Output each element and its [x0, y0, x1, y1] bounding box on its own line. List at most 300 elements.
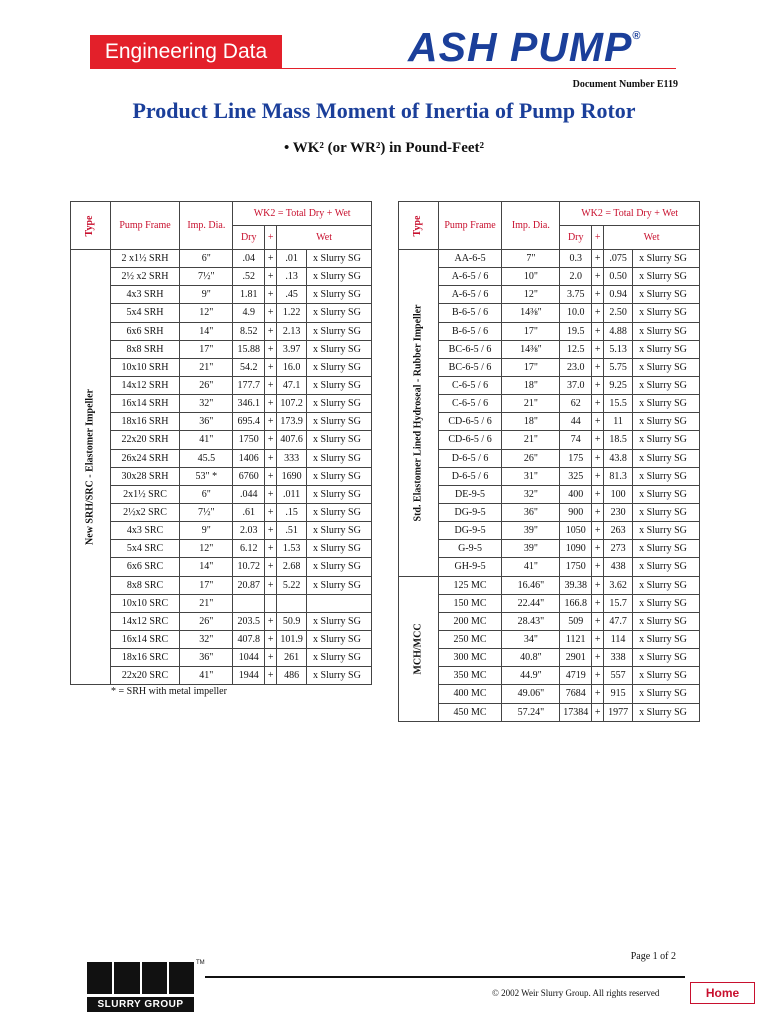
dry-cell: 1121 — [560, 630, 592, 648]
plus-cell: + — [592, 703, 604, 721]
table-row — [399, 540, 700, 558]
pump-frame-cell: 4x3 SRC — [110, 522, 180, 540]
pump-frame-cell: 400 MC — [438, 685, 502, 703]
pump-frame-cell: 150 MC — [438, 594, 502, 612]
dry-cell: 407.8 — [233, 630, 265, 648]
dry-cell: 7684 — [560, 685, 592, 703]
table-row — [71, 413, 372, 431]
slurry-sg-cell: x Slurry SG — [633, 376, 700, 394]
wet-cell: .011 — [277, 485, 307, 503]
pump-frame-header: Pump Frame — [110, 202, 180, 250]
dry-cell: 175 — [560, 449, 592, 467]
copyright: © 2002 Weir Slurry Group. All rights reserved — [492, 988, 660, 998]
pump-frame-cell: 2½ x2 SRH — [110, 268, 180, 286]
slurry-sg-cell: x Slurry SG — [307, 540, 372, 558]
slurry-sg-cell: x Slurry SG — [307, 413, 372, 431]
group-type-label: MCH/MCC — [412, 623, 424, 675]
group-type-cell — [399, 250, 439, 577]
imp-dia-cell: 44.9" — [502, 667, 560, 685]
wet-cell: 47.1 — [277, 376, 307, 394]
left-inertia-table — [70, 201, 372, 685]
slurry-sg-cell: x Slurry SG — [307, 522, 372, 540]
brand-logo — [408, 24, 678, 68]
pump-frame-cell: 8x8 SRC — [110, 576, 180, 594]
plus-cell: + — [592, 685, 604, 703]
dry-cell: 4719 — [560, 667, 592, 685]
table-row — [71, 558, 372, 576]
wet-cell: 1.22 — [277, 304, 307, 322]
pump-frame-cell: 2½x2 SRC — [110, 503, 180, 521]
slurry-sg-cell: x Slurry SG — [633, 250, 700, 268]
slurry-sg-cell: x Slurry SG — [307, 649, 372, 667]
dry-cell: 4.9 — [233, 304, 265, 322]
wet-cell: 11 — [604, 413, 633, 431]
pump-frame-header: Pump Frame — [438, 202, 502, 250]
pump-frame-cell: 26x24 SRH — [110, 449, 180, 467]
imp-dia-cell: 18" — [502, 376, 560, 394]
page-title: Product Line Mass Moment of Inertia of Pump Rotor — [132, 98, 636, 123]
slurry-sg-cell: x Slurry SG — [307, 304, 372, 322]
wet-cell: 18.5 — [604, 431, 633, 449]
table-row — [399, 558, 700, 576]
wet-cell: 3.62 — [604, 576, 633, 594]
plus-cell: + — [265, 612, 277, 630]
engineering-data-badge: Engineering Data — [90, 35, 282, 69]
footnote: * = SRH with metal impeller — [111, 686, 227, 697]
plus-cell: + — [592, 558, 604, 576]
slurry-sg-cell: x Slurry SG — [633, 286, 700, 304]
pump-frame-cell: 5x4 SRC — [110, 540, 180, 558]
wet-cell: 0.94 — [604, 286, 633, 304]
table-row — [71, 485, 372, 503]
slurry-sg-cell: x Slurry SG — [633, 594, 700, 612]
pump-frame-cell: 14x12 SRH — [110, 376, 180, 394]
dry-cell: 15.88 — [233, 340, 265, 358]
imp-dia-cell: 14" — [180, 322, 233, 340]
table-row — [399, 431, 700, 449]
dry-cell: 12.5 — [560, 340, 592, 358]
pump-frame-cell: 4x3 SRH — [110, 286, 180, 304]
wet-cell: .15 — [277, 503, 307, 521]
plus-cell: + — [265, 322, 277, 340]
table-row — [399, 612, 700, 630]
imp-dia-cell: 32" — [502, 485, 560, 503]
plus-cell: + — [265, 431, 277, 449]
plus-cell: + — [592, 449, 604, 467]
wet-cell: 15.5 — [604, 395, 633, 413]
plus-header: + — [592, 226, 604, 250]
pump-frame-cell: DE-9-5 — [438, 485, 502, 503]
table-row — [399, 413, 700, 431]
wet-cell: 81.3 — [604, 467, 633, 485]
slurry-sg-cell: x Slurry SG — [307, 250, 372, 268]
dry-cell: 2.03 — [233, 522, 265, 540]
table-row — [399, 667, 700, 685]
imp-dia-cell: 26" — [180, 612, 233, 630]
slurry-sg-cell: x Slurry SG — [633, 685, 700, 703]
wet-cell: 5.22 — [277, 576, 307, 594]
plus-cell: + — [592, 395, 604, 413]
plus-cell: + — [592, 503, 604, 521]
imp-dia-cell: 39" — [502, 540, 560, 558]
slurry-sg-cell: x Slurry SG — [307, 449, 372, 467]
plus-cell: + — [265, 268, 277, 286]
slurry-sg-cell: x Slurry SG — [633, 268, 700, 286]
table-row — [399, 268, 700, 286]
slurry-sg-cell: x Slurry SG — [633, 358, 700, 376]
wet-header: Wet — [604, 226, 700, 250]
dry-cell: .04 — [233, 250, 265, 268]
dry-cell: 8.52 — [233, 322, 265, 340]
plus-cell: + — [265, 358, 277, 376]
pump-frame-cell: DG-9-5 — [438, 503, 502, 521]
wet-cell: 333 — [277, 449, 307, 467]
pump-frame-cell: G-9-5 — [438, 540, 502, 558]
pump-frame-cell: 200 MC — [438, 612, 502, 630]
page-number: Page 1 of 2 — [630, 951, 676, 962]
plus-header: + — [265, 226, 277, 250]
imp-dia-cell: 36" — [180, 649, 233, 667]
plus-cell: + — [592, 358, 604, 376]
pump-frame-cell: CD-6-5 / 6 — [438, 413, 502, 431]
slurry-sg-cell: x Slurry SG — [633, 413, 700, 431]
brand-name: ASH PUMP — [408, 24, 633, 70]
imp-dia-cell: 9" — [180, 522, 233, 540]
table-row — [71, 630, 372, 648]
dry-cell: 400 — [560, 485, 592, 503]
wet-cell: .51 — [277, 522, 307, 540]
pump-frame-cell: C-6-5 / 6 — [438, 395, 502, 413]
table-row — [399, 467, 700, 485]
dry-cell: 1406 — [233, 449, 265, 467]
pump-frame-cell: AA-6-5 — [438, 250, 502, 268]
imp-dia-cell: 7½" — [180, 268, 233, 286]
table-row — [71, 286, 372, 304]
plus-cell: + — [592, 340, 604, 358]
slurry-sg-cell: x Slurry SG — [307, 576, 372, 594]
wet-cell: 263 — [604, 522, 633, 540]
imp-dia-cell: 9" — [180, 286, 233, 304]
table-row — [399, 322, 700, 340]
table-row — [71, 268, 372, 286]
plus-cell: + — [265, 286, 277, 304]
table-row — [399, 522, 700, 540]
slurry-sg-cell: x Slurry SG — [633, 703, 700, 721]
wet-cell: .13 — [277, 268, 307, 286]
dry-cell: 1750 — [560, 558, 592, 576]
wet-cell — [277, 594, 307, 612]
plus-cell: + — [265, 558, 277, 576]
group-type-label: New SRH/SRC - Elastomer Impeller — [84, 389, 96, 546]
imp-dia-cell: 32" — [180, 630, 233, 648]
plus-cell: + — [265, 376, 277, 394]
plus-cell: + — [265, 250, 277, 268]
plus-cell: + — [265, 340, 277, 358]
pump-frame-cell: DG-9-5 — [438, 522, 502, 540]
type-header: Type — [71, 202, 111, 250]
wet-cell: 915 — [604, 685, 633, 703]
page-subtitle: • WK² (or WR²) in Pound-Feet² — [284, 140, 484, 156]
table-row — [71, 649, 372, 667]
slurry-sg-cell: x Slurry SG — [307, 268, 372, 286]
dry-cell: 54.2 — [233, 358, 265, 376]
pump-frame-cell: 30x28 SRH — [110, 467, 180, 485]
imp-dia-cell: 41" — [180, 667, 233, 685]
table-row — [399, 376, 700, 394]
plus-cell: + — [592, 540, 604, 558]
plus-cell: + — [265, 503, 277, 521]
pump-frame-cell: D-6-5 / 6 — [438, 467, 502, 485]
pump-frame-cell: 22x20 SRC — [110, 667, 180, 685]
pump-frame-cell: 6x6 SRC — [110, 558, 180, 576]
imp-dia-cell: 18" — [502, 413, 560, 431]
wet-cell: 230 — [604, 503, 633, 521]
dry-cell: 3.75 — [560, 286, 592, 304]
dry-cell: 23.0 — [560, 358, 592, 376]
plus-cell: + — [592, 376, 604, 394]
imp-dia-header: Imp. Dia. — [180, 202, 233, 250]
imp-dia-cell: 14⅜" — [502, 340, 560, 358]
wet-cell: 101.9 — [277, 630, 307, 648]
imp-dia-cell: 12" — [180, 304, 233, 322]
footer-rule — [205, 976, 685, 978]
slurry-sg-cell: x Slurry SG — [307, 376, 372, 394]
plus-cell: + — [265, 485, 277, 503]
imp-dia-cell: 28.43" — [502, 612, 560, 630]
table-row — [71, 449, 372, 467]
slurry-sg-cell: x Slurry SG — [307, 431, 372, 449]
pump-frame-cell: 300 MC — [438, 649, 502, 667]
wk2-header: WK2 = Total Dry + Wet — [560, 202, 700, 226]
pump-frame-cell: 2x1½ SRC — [110, 485, 180, 503]
imp-dia-cell: 17" — [502, 358, 560, 376]
imp-dia-cell: 14" — [180, 558, 233, 576]
pump-frame-cell: 350 MC — [438, 667, 502, 685]
slurry-sg-cell: x Slurry SG — [307, 395, 372, 413]
plus-cell: + — [592, 304, 604, 322]
dry-cell: 10.0 — [560, 304, 592, 322]
pump-frame-cell: B-6-5 / 6 — [438, 322, 502, 340]
imp-dia-cell: 6" — [180, 485, 233, 503]
wet-cell: 173.9 — [277, 413, 307, 431]
slurry-sg-cell: x Slurry SG — [633, 649, 700, 667]
slurry-sg-cell: x Slurry SG — [633, 485, 700, 503]
plus-cell: + — [265, 649, 277, 667]
imp-dia-cell: 36" — [502, 503, 560, 521]
wet-cell: 50.9 — [277, 612, 307, 630]
wet-cell: 100 — [604, 485, 633, 503]
imp-dia-cell: 53" * — [180, 467, 233, 485]
table-row — [399, 685, 700, 703]
table-row — [71, 667, 372, 685]
slurry-sg-cell: x Slurry SG — [633, 667, 700, 685]
home-button[interactable]: Home — [690, 982, 755, 1004]
pump-frame-cell: 250 MC — [438, 630, 502, 648]
table-row — [399, 250, 700, 268]
pump-frame-cell: C-6-5 / 6 — [438, 376, 502, 394]
slurry-sg-cell: x Slurry SG — [633, 449, 700, 467]
imp-dia-cell: 12" — [502, 286, 560, 304]
wet-cell: .075 — [604, 250, 633, 268]
dry-cell: .61 — [233, 503, 265, 521]
plus-cell: + — [592, 431, 604, 449]
plus-cell — [265, 594, 277, 612]
imp-dia-cell: 21" — [180, 358, 233, 376]
dry-cell: 1944 — [233, 667, 265, 685]
pump-frame-cell: 125 MC — [438, 576, 502, 594]
dry-cell: 509 — [560, 612, 592, 630]
plus-cell: + — [265, 467, 277, 485]
pump-frame-cell: 10x10 SRH — [110, 358, 180, 376]
plus-cell: + — [592, 594, 604, 612]
table-row — [71, 467, 372, 485]
table-row — [399, 340, 700, 358]
plus-cell: + — [592, 612, 604, 630]
table-row — [71, 594, 372, 612]
dry-cell: 166.8 — [560, 594, 592, 612]
group-type-cell — [399, 576, 439, 721]
dry-cell: 19.5 — [560, 322, 592, 340]
slurry-sg-cell: x Slurry SG — [633, 540, 700, 558]
dry-cell: 20.87 — [233, 576, 265, 594]
slurry-sg-cell: x Slurry SG — [307, 503, 372, 521]
pump-frame-cell: CD-6-5 / 6 — [438, 431, 502, 449]
pump-frame-cell: A-6-5 / 6 — [438, 268, 502, 286]
pump-frame-cell: 450 MC — [438, 703, 502, 721]
dry-cell: 1044 — [233, 649, 265, 667]
pump-frame-cell: 8x8 SRH — [110, 340, 180, 358]
dry-cell: 17384 — [560, 703, 592, 721]
table-row — [71, 304, 372, 322]
weir-wordmark-icon — [87, 962, 194, 994]
slurry-sg-cell: x Slurry SG — [307, 667, 372, 685]
imp-dia-cell: 45.5 — [180, 449, 233, 467]
slurry-sg-cell: x Slurry SG — [307, 630, 372, 648]
slurry-sg-cell: x Slurry SG — [633, 431, 700, 449]
dry-cell: 37.0 — [560, 376, 592, 394]
plus-cell: + — [265, 667, 277, 685]
plus-cell: + — [592, 649, 604, 667]
plus-cell: + — [592, 413, 604, 431]
group-type-label: Std. Elastomer Lined Hydroseal - Rubber Impeller — [412, 304, 424, 522]
imp-dia-cell: 34" — [502, 630, 560, 648]
imp-dia-cell: 49.06" — [502, 685, 560, 703]
slurry-sg-cell: x Slurry SG — [307, 558, 372, 576]
pump-frame-cell: D-6-5 / 6 — [438, 449, 502, 467]
table-row — [399, 485, 700, 503]
pump-frame-cell: A-6-5 / 6 — [438, 286, 502, 304]
table-row — [399, 395, 700, 413]
slurry-sg-cell: x Slurry SG — [633, 322, 700, 340]
slurry-sg-cell: x Slurry SG — [307, 286, 372, 304]
dry-cell: 10.72 — [233, 558, 265, 576]
wet-cell: 47.7 — [604, 612, 633, 630]
dry-cell: 1750 — [233, 431, 265, 449]
slurry-sg-cell: x Slurry SG — [307, 467, 372, 485]
dry-cell: 1.81 — [233, 286, 265, 304]
pump-frame-cell: 16x14 SRH — [110, 395, 180, 413]
slurry-sg-cell: x Slurry SG — [307, 612, 372, 630]
table-row — [399, 449, 700, 467]
dry-cell: 203.5 — [233, 612, 265, 630]
type-header: Type — [399, 202, 439, 250]
plus-cell: + — [592, 250, 604, 268]
dry-cell: 44 — [560, 413, 592, 431]
dry-cell — [233, 594, 265, 612]
logo-band: SLURRY GROUP — [87, 997, 194, 1012]
plus-cell: + — [592, 322, 604, 340]
pump-frame-cell: 14x12 SRC — [110, 612, 180, 630]
slurry-sg-cell: x Slurry SG — [633, 612, 700, 630]
dry-cell: 1090 — [560, 540, 592, 558]
plus-cell: + — [265, 540, 277, 558]
wet-cell: 2.68 — [277, 558, 307, 576]
wet-cell: 1977 — [604, 703, 633, 721]
wet-cell: 0.50 — [604, 268, 633, 286]
plus-cell: + — [265, 395, 277, 413]
table-row — [399, 594, 700, 612]
pump-frame-cell: 5x4 SRH — [110, 304, 180, 322]
plus-cell: + — [592, 485, 604, 503]
imp-dia-cell: 6" — [180, 250, 233, 268]
slurry-sg-cell: x Slurry SG — [633, 558, 700, 576]
plus-cell: + — [592, 576, 604, 594]
dry-cell: 900 — [560, 503, 592, 521]
plus-cell: + — [265, 304, 277, 322]
imp-dia-cell: 26" — [180, 376, 233, 394]
plus-cell: + — [265, 522, 277, 540]
table-row — [71, 503, 372, 521]
table-row — [71, 395, 372, 413]
wet-cell: 338 — [604, 649, 633, 667]
dry-cell: 0.3 — [560, 250, 592, 268]
slurry-sg-cell: x Slurry SG — [633, 576, 700, 594]
pump-frame-cell: 18x16 SRC — [110, 649, 180, 667]
wet-cell: 1690 — [277, 467, 307, 485]
imp-dia-cell: 32" — [180, 395, 233, 413]
slurry-sg-cell: x Slurry SG — [633, 522, 700, 540]
wk2-header: WK2 = Total Dry + Wet — [233, 202, 372, 226]
wet-cell: 107.2 — [277, 395, 307, 413]
pump-frame-cell: 10x10 SRC — [110, 594, 180, 612]
slurry-sg-cell: x Slurry SG — [307, 322, 372, 340]
table-row — [71, 431, 372, 449]
slurry-sg-cell: x Slurry SG — [307, 485, 372, 503]
dry-cell: 1050 — [560, 522, 592, 540]
dry-header: Dry — [233, 226, 265, 250]
dry-cell: 2901 — [560, 649, 592, 667]
dry-cell: 62 — [560, 395, 592, 413]
wet-cell: 4.88 — [604, 322, 633, 340]
plus-cell: + — [265, 630, 277, 648]
dry-cell: 325 — [560, 467, 592, 485]
table-row — [399, 358, 700, 376]
wet-cell: 3.97 — [277, 340, 307, 358]
table-row — [399, 304, 700, 322]
imp-dia-cell: 17" — [502, 322, 560, 340]
table-row — [71, 250, 372, 268]
pump-frame-cell: GH-9-5 — [438, 558, 502, 576]
plus-cell: + — [592, 467, 604, 485]
table-row — [71, 522, 372, 540]
plus-cell: + — [265, 449, 277, 467]
wet-cell: 5.13 — [604, 340, 633, 358]
dry-cell: .044 — [233, 485, 265, 503]
imp-dia-cell: 7½" — [180, 503, 233, 521]
right-inertia-table — [398, 201, 700, 722]
table-row — [399, 286, 700, 304]
slurry-sg-cell: x Slurry SG — [633, 340, 700, 358]
